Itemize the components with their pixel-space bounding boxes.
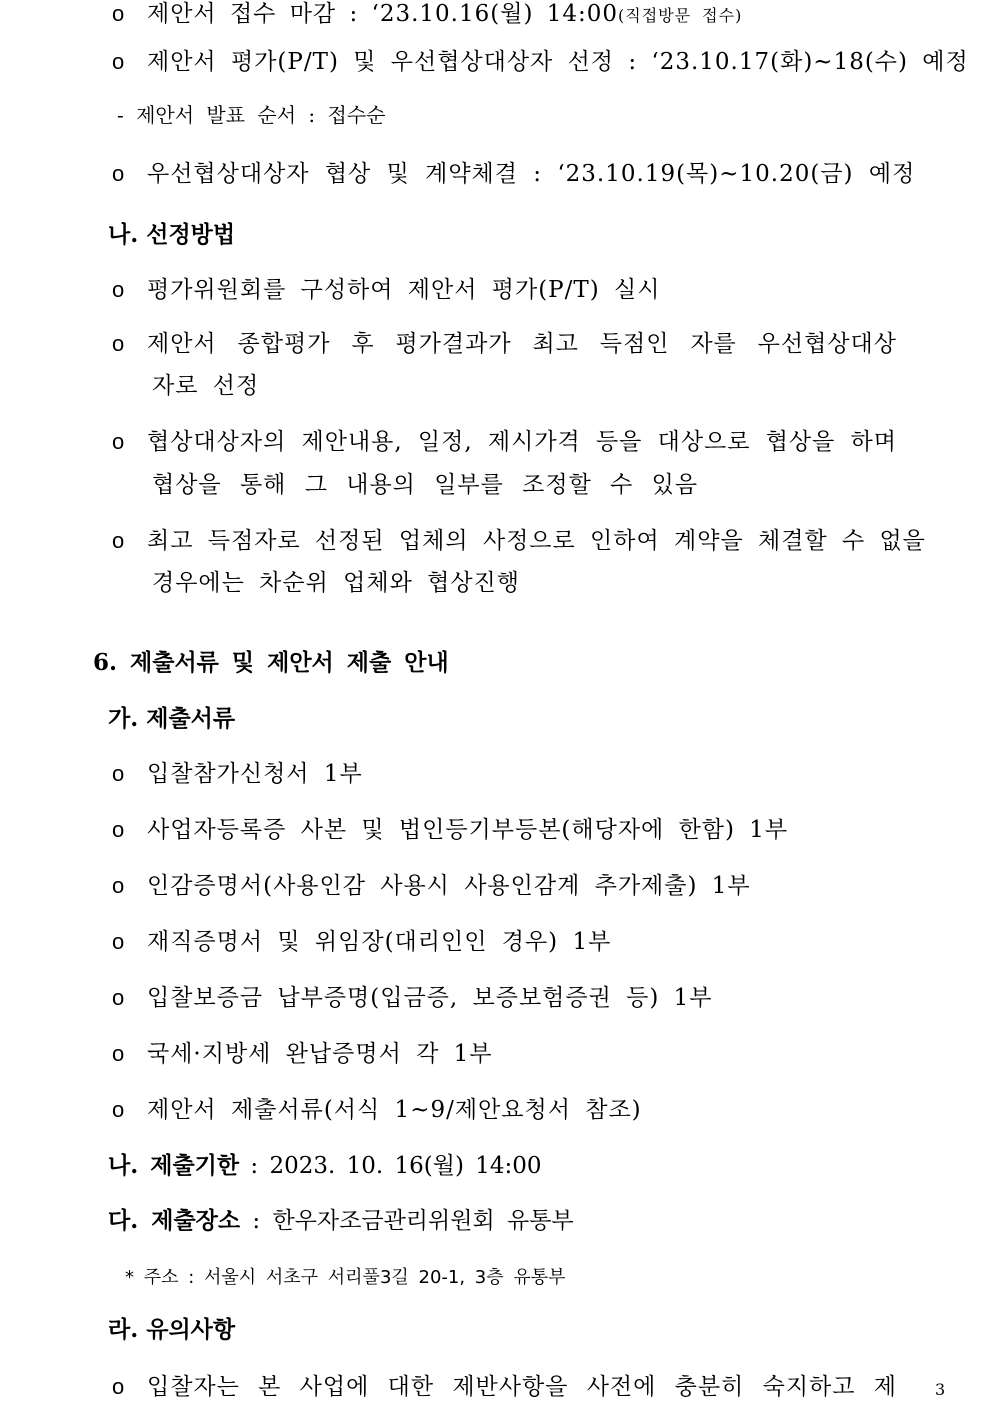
bullet-icon: o <box>112 429 125 454</box>
text: 제안서 접수 마감 : ‘23.10.16(월) 14:00 <box>147 1 619 27</box>
bullet-icon: o <box>112 277 125 302</box>
selection-heading: 나. 선정방법 <box>108 221 236 248</box>
schedule-contract: 우선협상대상자 협상 및 계약체결 : ‘23.10.19(목)~10.20(금) 예정 <box>147 161 916 187</box>
deadline-value: : 2023. 10. 16(월) 14:00 <box>239 1153 542 1179</box>
bullet-icon: o <box>112 528 125 553</box>
schedule-deadline <box>147 0 742 30</box>
selection-item: 최고 득점자로 선정된 업체의 사정으로 인하여 계약을 체결할 수 없을 <box>147 528 926 554</box>
address: * 주소 : 서울시 서초구 서리풀3길 20-1, 3층 유통부 <box>125 1267 566 1288</box>
place-label: 다. 제출장소 <box>108 1207 241 1234</box>
bullet-icon: o <box>112 49 125 74</box>
schedule-presentation-order: - 제안서 발표 순서 : 접수순 <box>117 103 386 127</box>
deadline-line <box>108 1152 542 1180</box>
selection-item: 협상대상자의 제안내용, 일정, 제시가격 등을 대상으로 협상을 하며 <box>147 429 897 455</box>
document-item: 입찰보증금 납부증명(입금증, 보증보험증권 등) 1부 <box>147 985 713 1011</box>
bullet-icon: o <box>112 817 125 842</box>
document-item: 재직증명서 및 위임장(대리인인 경우) 1부 <box>147 929 612 955</box>
bullet-icon: o <box>112 985 125 1010</box>
selection-item-cont: 경우에는 차순위 업체와 협상진행 <box>152 570 520 596</box>
section-6-heading: 6. 제출서류 및 제안서 제출 안내 <box>93 649 449 676</box>
document-item: 인감증명서(사용인감 사용시 사용인감계 추가제출) 1부 <box>147 873 751 899</box>
notes-heading: 라. 유의사항 <box>108 1316 236 1343</box>
deadline-label: 나. 제출기한 <box>108 1152 240 1179</box>
notes-item: 입찰자는 본 사업에 대한 제반사항을 사전에 충분히 숙지하고 제 <box>147 1374 897 1400</box>
bullet-icon: o <box>112 1374 125 1399</box>
selection-item-cont: 자로 선정 <box>152 373 260 399</box>
document-item: 국세·지방세 완납증명서 각 1부 <box>147 1041 493 1067</box>
bullet-icon: o <box>112 331 125 356</box>
bullet-icon: o <box>112 1041 125 1066</box>
bullet-icon: o <box>112 161 125 186</box>
place-value: : 한우자조금관리위원회 유통부 <box>240 1208 574 1234</box>
place-line <box>108 1207 574 1235</box>
document-item: 제안서 제출서류(서식 1~9/제안요청서 참조) <box>147 1097 642 1123</box>
document-item: 입찰참가신청서 1부 <box>147 761 363 787</box>
note: (직접방문 접수) <box>618 6 743 25</box>
selection-item: 평가위원회를 구성하여 제안서 평가(P/T) 실시 <box>147 277 661 303</box>
selection-item-cont: 협상을 통해 그 내용의 일부를 조정할 수 있음 <box>152 472 699 498</box>
schedule-evaluation: 제안서 평가(P/T) 및 우선협상대상자 선정 : ‘23.10.17(화)~18(수) 예정 <box>147 49 969 75</box>
documents-heading: 가. 제출서류 <box>108 705 236 732</box>
bullet-icon: o <box>112 929 125 954</box>
page-number: 3 <box>935 1380 946 1399</box>
bullet-icon: o <box>112 761 125 786</box>
document-item: 사업자등록증 사본 및 법인등기부등본(해당자에 한함) 1부 <box>147 817 789 843</box>
bullet-icon: o <box>112 1 125 26</box>
selection-item: 제안서 종합평가 후 평가결과가 최고 득점인 자를 우선협상대상 <box>147 331 897 357</box>
bullet-icon: o <box>112 873 125 898</box>
bullet-icon: o <box>112 1097 125 1122</box>
